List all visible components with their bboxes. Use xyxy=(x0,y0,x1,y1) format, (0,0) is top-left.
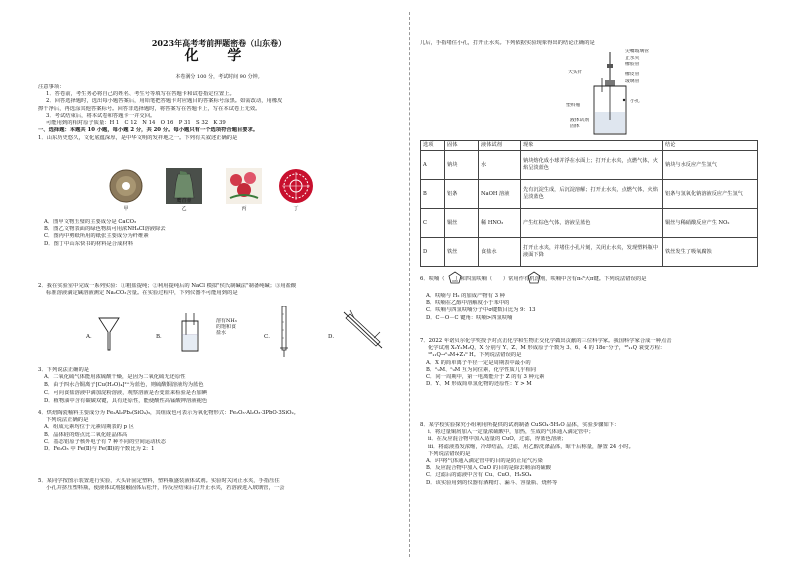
step: ⅰ．将过量铜屑加入一定量浓硫酸中，加热，生成的气体通入滴定管中； xyxy=(428,429,594,436)
question-6 xyxy=(420,276,758,283)
table-cell: 稀 HNO₃ xyxy=(479,209,521,238)
table-cell: 铝条 xyxy=(445,180,479,209)
diagram-labels-mid: 橡皮管 玻璃管 xyxy=(625,72,640,84)
section-heading: 一、选择题：本题共 10 小题，每小题 2 分，共 20 分。每小题只有一个选项符合题目要求。 xyxy=(38,127,259,134)
option: A．组成元素均位于元素周期表的 p 区 xyxy=(44,424,135,431)
results-table xyxy=(420,140,758,267)
option: D．植物油中含有碳碳双键，具有还原性，能使酸性高锰酸钾溶液褪色 xyxy=(44,397,208,404)
option: C．同一周期中，第一电离能介于 Z 的有 3 种元素 xyxy=(426,374,545,381)
option: B．ⁿ₉M、ⁿ₉M 互为同位素，化学性质几乎相同 xyxy=(426,366,537,373)
option: B．晶体硅的熔点比二氧化硅晶体高 xyxy=(44,431,128,438)
table-cell: D xyxy=(421,238,445,267)
tetrahydrofuran-structure-icon xyxy=(527,271,541,287)
table-cell: 先有沉淀生成，后沉淀溶解；打开止水夹，点燃气体，火焰呈淡蓝色 xyxy=(521,180,663,209)
furan-structure-icon xyxy=(448,271,462,287)
bottle-label: 溶有NH₃ 的饱和食 盐水 xyxy=(216,318,237,336)
gas-wash-bottle-icon xyxy=(168,311,212,356)
question-stem: 6．呋喃（ ）和四氢呋喃（ ）常用作有机溶剂，呋喃中含有π₅⁶大π键。下列说法错误的是 xyxy=(420,276,647,282)
table-cell: B xyxy=(421,180,445,209)
step: ⅱ．在反应混合物中加入适量的 CuO，过滤，得蓝色溶液； xyxy=(428,436,567,443)
table-cell: 铜丝 xyxy=(445,209,479,238)
table-cell: 铝条与氢氧化钠溶液反应产生氢气 xyxy=(663,180,758,209)
option-label: A． xyxy=(86,334,96,340)
notice-item: 1．答卷前，考生务必将自己的姓名、考生号等填写在答题卡和试卷指定位置上。 xyxy=(46,91,235,98)
question-stem: 7．2022 年诺贝尔化学奖授予对点击化学和生物正交化学做出贡献的三位科学家。我国科学家合成一种点击 xyxy=(420,338,672,344)
table-cell: A xyxy=(421,151,445,180)
option: A．二氧化硫气体能用浓硫酸干燥，是因为二氧化硫无还原性 xyxy=(44,374,186,381)
table-row xyxy=(421,151,758,180)
table-cell: NaOH 溶液 xyxy=(479,180,521,209)
diagram-label-pin: 大头针 xyxy=(568,70,583,75)
option: B．由于四水合铜离子[Cu(H₂O)₄]²⁺为蓝色，则硫酸铜溶液均为蓝色 xyxy=(44,382,204,389)
table-row xyxy=(421,238,758,267)
table-cell: 钠块与水反应产生氢气 xyxy=(663,151,758,180)
question-4 xyxy=(38,410,400,453)
table-header: 选项 xyxy=(421,141,445,151)
table-header: 现象 xyxy=(521,141,663,151)
diagram-labels-left: 塑料瓶 xyxy=(566,103,581,108)
notice-item: 3．考试结束后，将本试卷和答题卡一并交回。 xyxy=(46,112,156,119)
question-3 xyxy=(38,367,400,405)
table-cell: 铜丝与稀硝酸反应产生 NO₂ xyxy=(663,209,758,238)
table-cell: 铁丝发生了吸氧腐蚀 xyxy=(663,238,758,267)
option: C．过滤后的滤液中含有 Cu、CuO、H₂SO₄ xyxy=(426,472,532,479)
question-stem: 下列说法正确的是 xyxy=(46,417,89,424)
option: A．X 的简单离子半径一定是周期表中最小的 xyxy=(426,359,531,366)
question-stem: 1．山东历史悠久，文化底蕴深厚，是中华文明的发祥地之一。下列有关叙述正确的是 xyxy=(38,135,238,141)
notices xyxy=(38,84,400,134)
table-header: 液体试剂 xyxy=(479,141,521,151)
option-label: B． xyxy=(156,334,166,340)
question-1-options xyxy=(38,219,400,248)
option: A．呋喃与 H₂ 的加成产物有 3 种 xyxy=(426,293,505,299)
notice-item: 擦干净后，再选涂其他答案标号。回答非选择题时，将答案写在答题卡上，写在本试卷上无效。 xyxy=(38,105,261,112)
table-row xyxy=(421,180,758,209)
question-8 xyxy=(420,422,758,487)
option: C．呋喃与四氢呋喃分子中σ键数目比为 9：13 xyxy=(426,307,536,314)
option: C．图丙中剪纸所用的纸张主要成分为纤维素 xyxy=(44,233,149,240)
option: C．基态铝原子核外电子有 7 种不同的空间运动状态 xyxy=(44,438,167,445)
step: ⅲ．将滤液蒸发浓缩，冷却结晶，过滤，用乙醇洗涤晶体，晾干后称量，静置 24 小时。 xyxy=(428,443,634,450)
condenser-icon xyxy=(340,308,388,357)
burette-icon xyxy=(278,306,290,361)
table-cell: 食盐水 xyxy=(479,238,521,267)
table-cell: 打开止水夹，并堵住小孔片刻，关闭止水夹，发现塑料瓶中液面下降 xyxy=(521,238,663,267)
option: A．图甲文物玉璧的主要成分是 CaCO₃ xyxy=(44,219,137,225)
question-stem: 5．某同学按图示装置进行实验，大头针固定塑料，塑料瓶盛装液体试剂。实验时关闭止水夹，手指压住 xyxy=(38,478,280,484)
question-5 xyxy=(38,478,400,492)
option: B．呋喃在乙醇中溶解度小于苯中的 xyxy=(426,300,510,307)
option: D．该实验用到的仪器有酒精灯、漏斗、容量瓶、烧杯等 xyxy=(426,479,558,486)
column-divider xyxy=(409,12,410,557)
table-header: 结论 xyxy=(663,141,758,151)
atomic-masses: 可能用到的相对原子质量：H 1 C 12 N 14 O 16 P 31 S 32 K 39 xyxy=(46,120,226,127)
image-caption: 丁 xyxy=(293,206,299,212)
option: B．反应混合物中加入 CuO 的目的是除去剩余的硫酸 xyxy=(426,465,552,472)
exam-title: 2023年高考考前押题密卷（山东卷） xyxy=(151,38,287,48)
table-cell: 水 xyxy=(479,151,521,180)
option: D．Fe₂O₃ 中 Fe(Ⅱ)与 Fe(Ⅲ)的个数比为 2：1 xyxy=(44,446,155,453)
exam-meta: 本卷满分 100 分，考试时间 90 分钟。 xyxy=(175,74,263,80)
table-cell: 铁丝 xyxy=(445,238,479,267)
question-stem: ¹⁸₁₁Q→ⁿ₉M+Z₁⁰ H。下列说法错误的是 xyxy=(428,352,522,359)
image-note: 鹰首壶 xyxy=(176,198,192,204)
question-stem: 下列说法错误的是 xyxy=(428,450,471,457)
question-stem: 儿后，手指堵住小孔，打开止水夹。下列依据实验现象得出的结论正确的是 xyxy=(420,40,595,46)
table-cell: C xyxy=(421,209,445,238)
question-7 xyxy=(420,338,758,388)
option-label: C． xyxy=(264,334,274,340)
diagram-label-hole: 小孔 xyxy=(630,99,640,104)
option: D．Y、M 形成简单氢化物的还原性：Y > M xyxy=(426,381,532,388)
option: C．可向食盐溶液中滴加淀粉溶液，观察溶液是否变蓝来检验是否加碘 xyxy=(44,390,207,397)
image-caption: 甲 xyxy=(123,206,129,212)
table-header: 固体 xyxy=(445,141,479,151)
option: D．图丁中山东快书的材料是合成材料 xyxy=(44,240,133,247)
option-label: D． xyxy=(328,334,338,340)
table-header-row xyxy=(421,141,758,151)
option: B．图乙文物表面的绿色物质可用浓NH₄Cl溶液除去 xyxy=(44,226,166,233)
funnel-icon xyxy=(98,316,120,355)
question-6-options xyxy=(420,293,758,322)
question-5-continued xyxy=(420,40,758,47)
table-row xyxy=(421,209,758,238)
notice-item: 2．回答选择题时，选出每小题答案后，用铅笔把答题卡对应题目的答案标号涂黑。如需改动，用橡皮 xyxy=(46,98,283,105)
table-cell: 钠块熔化成小球并浮在水面上；打开止水夹，点燃气体，火焰呈淡蓝色 xyxy=(521,151,663,180)
question-stem: 小孔并挤压塑料瓶，使液体试剂接触固体后松开，待反应结束后打开止水夹，若溶液进入玻璃管，一会 xyxy=(46,485,285,492)
question-stem: 4．烘焙陶瓷釉料主要成分为 Fe₂Al₂Pb₂(SiO₄)₃，其组成也可表示为氧化物形式：Fe₂O₃·Al₂O₃·3PbO·3SiO₂。 xyxy=(38,410,299,416)
diagram-labels-bottom: 液体试剂 固体 xyxy=(570,118,590,129)
option: D．C－O－C 键角：呋喃>四氢呋喃 xyxy=(426,314,513,321)
question-stem: 标准溶液滴定碱溶液测定 Na₂CO₃含量。在实验过程中，下列仪器不可能用到的是 xyxy=(46,290,238,297)
question-stem: 化学试剂 X₂Y₂M₂Q，X 分别与 Y、Z、M 形成原子个数为 3、6、4 的 18e⁻分子，¹⁸₁₁Q 衰变方程： xyxy=(428,345,666,352)
jade-disc-image xyxy=(108,168,144,204)
table-cell: 钠块 xyxy=(445,151,479,180)
image-caption: 丙 xyxy=(241,206,247,212)
exam-subject: 化 学 xyxy=(184,48,254,64)
red-papercut-image xyxy=(278,168,314,204)
question-1 xyxy=(38,135,400,142)
question-stem: 8．某学校实验探究小组利用所提供的试剂制备 CuSO₄·5H₂O 晶体，实验步骤如下： xyxy=(420,422,620,428)
notice-title: 注意事项： xyxy=(38,84,65,90)
image-caption: 乙 xyxy=(181,206,187,212)
option: A．ⅰ中将气体通入滴定管中的目的是防止尾气污染 xyxy=(426,458,543,465)
question-stem: 2．我在实验室中完成一系列实验：①粗盐提纯；②利用提纯后的 NaCl 模拟"侯氏制碱法"制备纯碱；③用盐酸 xyxy=(38,283,297,289)
table-cell: 产生红棕色气体，溶液呈蓝色 xyxy=(521,209,663,238)
question-stem: 3．下列说法正确的是 xyxy=(38,367,90,373)
papercut-flowers-image xyxy=(226,168,262,204)
question-2 xyxy=(38,283,400,297)
diagram-labels-right: 尖嘴玻璃管 止水夹 橡胶管 xyxy=(625,49,649,68)
